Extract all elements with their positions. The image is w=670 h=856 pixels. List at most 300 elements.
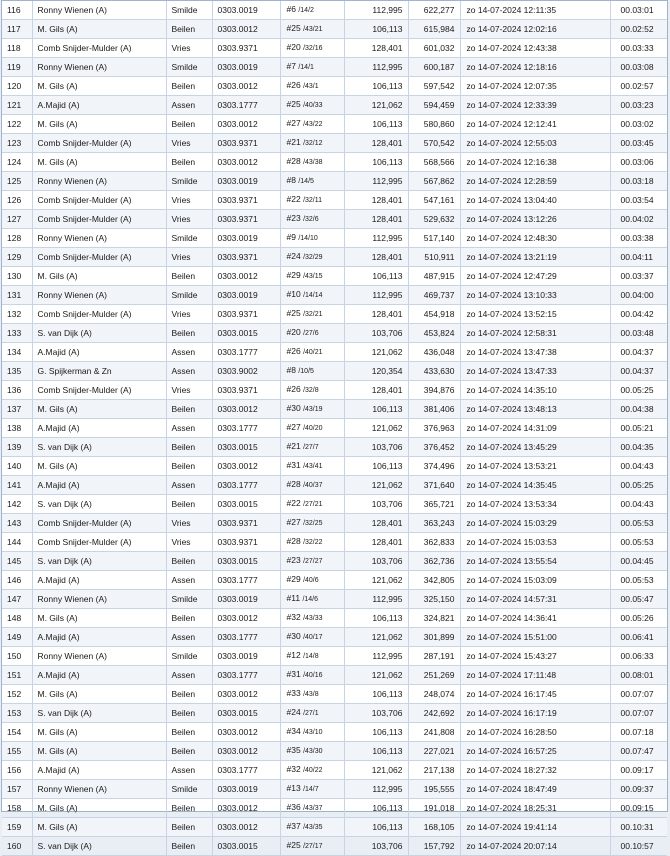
position-cell <box>280 115 344 134</box>
position-cell <box>280 20 344 39</box>
speed-cell: 287,191 <box>408 647 460 666</box>
table-row <box>2 533 667 552</box>
arrival-time-cell: zo 14-07-2024 12:43:38 <box>460 39 610 58</box>
position-cell <box>280 248 344 267</box>
speed-cell: 362,736 <box>408 552 460 571</box>
fancier-name-cell: M. Gils (A) <box>32 457 166 476</box>
position-cell <box>280 172 344 191</box>
position-cell <box>280 514 344 533</box>
table-row <box>2 837 667 856</box>
ring-number-cell: 0303.9371 <box>212 305 280 324</box>
time-difference-cell: 00.09:17 <box>610 761 667 780</box>
speed-cell: 394,876 <box>408 381 460 400</box>
table-row <box>2 799 667 818</box>
position-rank: #37 <box>286 821 301 831</box>
arrival-time-cell: zo 14-07-2024 14:31:09 <box>460 419 610 438</box>
ring-number-cell: 0303.0015 <box>212 704 280 723</box>
row-number-cell: 143 <box>2 514 32 533</box>
time-difference-cell: 00.03:33 <box>610 39 667 58</box>
arrival-time-cell: zo 14-07-2024 12:58:31 <box>460 324 610 343</box>
position-cell <box>280 96 344 115</box>
fancier-name-cell: A.Majid (A) <box>32 96 166 115</box>
time-difference-cell: 00.05:25 <box>610 381 667 400</box>
position-sub: /40/21 <box>303 349 323 356</box>
position-sub: /43/21 <box>303 26 323 33</box>
ring-number-cell: 0303.1777 <box>212 476 280 495</box>
position-rank: #10 <box>286 289 301 299</box>
time-difference-cell: 00.04:43 <box>610 457 667 476</box>
fancier-name-cell: Ronny Wienen (A) <box>32 172 166 191</box>
speed-cell: 242,692 <box>408 704 460 723</box>
table-row <box>2 495 667 514</box>
distance-cell: 121,062 <box>344 571 408 590</box>
place-cell: Beilen <box>166 704 212 723</box>
arrival-time-cell: zo 14-07-2024 12:11:35 <box>460 1 610 20</box>
ring-number-cell: 0303.0012 <box>212 799 280 818</box>
ring-number-cell: 0303.0015 <box>212 324 280 343</box>
ring-number-cell: 0303.0012 <box>212 609 280 628</box>
distance-cell: 103,706 <box>344 552 408 571</box>
position-cell <box>280 685 344 704</box>
position-cell <box>280 362 344 381</box>
position-sub: /40/33 <box>303 102 323 109</box>
ring-number-cell: 0303.9371 <box>212 533 280 552</box>
place-cell: Beilen <box>166 818 212 837</box>
ring-number-cell: 0303.9371 <box>212 134 280 153</box>
arrival-time-cell: zo 14-07-2024 12:16:38 <box>460 153 610 172</box>
position-cell <box>280 229 344 248</box>
time-difference-cell: 00.04:43 <box>610 495 667 514</box>
position-rank: #36 <box>286 802 301 812</box>
arrival-time-cell: zo 14-07-2024 15:03:09 <box>460 571 610 590</box>
place-cell: Smilde <box>166 286 212 305</box>
ring-number-cell: 0303.0012 <box>212 20 280 39</box>
ring-number-cell: 0303.0019 <box>212 647 280 666</box>
row-number-cell: 128 <box>2 229 32 248</box>
position-cell <box>280 723 344 742</box>
speed-cell: 454,918 <box>408 305 460 324</box>
row-number-cell: 124 <box>2 153 32 172</box>
table-row <box>2 742 667 761</box>
ring-number-cell: 0303.0012 <box>212 115 280 134</box>
place-cell: Vries <box>166 134 212 153</box>
speed-cell: 371,640 <box>408 476 460 495</box>
place-cell: Assen <box>166 571 212 590</box>
ring-number-cell: 0303.0012 <box>212 153 280 172</box>
fancier-name-cell: M. Gils (A) <box>32 609 166 628</box>
time-difference-cell: 00.10:57 <box>610 837 667 856</box>
speed-cell: 529,632 <box>408 210 460 229</box>
arrival-time-cell: zo 14-07-2024 13:53:21 <box>460 457 610 476</box>
position-sub: /32/12 <box>303 140 323 147</box>
fancier-name-cell: Comb Snijder-Mulder (A) <box>32 533 166 552</box>
position-sub: /43/19 <box>303 406 323 413</box>
ring-number-cell: 0303.0015 <box>212 495 280 514</box>
distance-cell: 128,401 <box>344 248 408 267</box>
time-difference-cell: 00.06:33 <box>610 647 667 666</box>
ring-number-cell: 0303.1777 <box>212 628 280 647</box>
position-cell <box>280 134 344 153</box>
row-number-cell: 144 <box>2 533 32 552</box>
table-row <box>2 514 667 533</box>
place-cell: Assen <box>166 476 212 495</box>
speed-cell: 487,915 <box>408 267 460 286</box>
speed-cell: 217,138 <box>408 761 460 780</box>
fancier-name-cell: Ronny Wienen (A) <box>32 58 166 77</box>
distance-cell: 128,401 <box>344 210 408 229</box>
place-cell: Beilen <box>166 153 212 172</box>
time-difference-cell: 00.04:00 <box>610 286 667 305</box>
fancier-name-cell: Comb Snijder-Mulder (A) <box>32 305 166 324</box>
position-sub: /43/10 <box>303 729 323 736</box>
fancier-name-cell: M. Gils (A) <box>32 267 166 286</box>
distance-cell: 106,113 <box>344 77 408 96</box>
ring-number-cell: 0303.0019 <box>212 590 280 609</box>
arrival-time-cell: zo 14-07-2024 18:27:32 <box>460 761 610 780</box>
fancier-name-cell: A.Majid (A) <box>32 761 166 780</box>
arrival-time-cell: zo 14-07-2024 13:47:38 <box>460 343 610 362</box>
ring-number-cell: 0303.9371 <box>212 39 280 58</box>
position-rank: #29 <box>286 574 301 584</box>
position-rank: #23 <box>286 555 301 565</box>
distance-cell: 121,062 <box>344 419 408 438</box>
results-table <box>2 1 667 856</box>
fancier-name-cell: S. van Dijk (A) <box>32 324 166 343</box>
position-sub: /43/8 <box>303 691 319 698</box>
row-number-cell: 121 <box>2 96 32 115</box>
position-rank: #26 <box>286 346 301 356</box>
fancier-name-cell: M. Gils (A) <box>32 742 166 761</box>
arrival-time-cell: zo 14-07-2024 13:45:29 <box>460 438 610 457</box>
place-cell: Beilen <box>166 609 212 628</box>
ring-number-cell: 0303.0012 <box>212 818 280 837</box>
table-row <box>2 58 667 77</box>
position-rank: #21 <box>286 137 301 147</box>
place-cell: Beilen <box>166 115 212 134</box>
row-number-cell: 145 <box>2 552 32 571</box>
arrival-time-cell: zo 14-07-2024 17:11:48 <box>460 666 610 685</box>
ring-number-cell: 0303.0012 <box>212 685 280 704</box>
arrival-time-cell: zo 14-07-2024 14:35:10 <box>460 381 610 400</box>
table-row <box>2 780 667 799</box>
arrival-time-cell: zo 14-07-2024 12:18:16 <box>460 58 610 77</box>
row-number-cell: 129 <box>2 248 32 267</box>
position-rank: #28 <box>286 479 301 489</box>
position-sub: /40/37 <box>303 482 323 489</box>
distance-cell: 106,113 <box>344 685 408 704</box>
position-cell <box>280 324 344 343</box>
fancier-name-cell: A.Majid (A) <box>32 571 166 590</box>
place-cell: Beilen <box>166 552 212 571</box>
place-cell: Vries <box>166 305 212 324</box>
fancier-name-cell: A.Majid (A) <box>32 666 166 685</box>
distance-cell: 128,401 <box>344 514 408 533</box>
row-number-cell: 149 <box>2 628 32 647</box>
position-cell <box>280 628 344 647</box>
place-cell: Smilde <box>166 172 212 191</box>
position-cell <box>280 552 344 571</box>
ring-number-cell: 0303.1777 <box>212 571 280 590</box>
speed-cell: 580,860 <box>408 115 460 134</box>
time-difference-cell: 00.04:37 <box>610 343 667 362</box>
distance-cell: 121,062 <box>344 761 408 780</box>
distance-cell: 106,113 <box>344 799 408 818</box>
row-number-cell: 137 <box>2 400 32 419</box>
time-difference-cell: 00.03:01 <box>610 1 667 20</box>
speed-cell: 433,630 <box>408 362 460 381</box>
speed-cell: 601,032 <box>408 39 460 58</box>
row-number-cell: 133 <box>2 324 32 343</box>
fancier-name-cell: Comb Snijder-Mulder (A) <box>32 39 166 58</box>
arrival-time-cell: zo 14-07-2024 12:12:41 <box>460 115 610 134</box>
table-row <box>2 324 667 343</box>
time-difference-cell: 00.04:35 <box>610 438 667 457</box>
distance-cell: 112,995 <box>344 229 408 248</box>
fancier-name-cell: A.Majid (A) <box>32 343 166 362</box>
place-cell: Assen <box>166 96 212 115</box>
row-number-cell: 134 <box>2 343 32 362</box>
arrival-time-cell: zo 14-07-2024 13:21:19 <box>460 248 610 267</box>
place-cell: Assen <box>166 419 212 438</box>
arrival-time-cell: zo 14-07-2024 13:04:40 <box>460 191 610 210</box>
place-cell: Beilen <box>166 400 212 419</box>
position-sub: /27/17 <box>303 843 323 850</box>
position-rank: #26 <box>286 80 301 90</box>
time-difference-cell: 00.04:02 <box>610 210 667 229</box>
place-cell: Beilen <box>166 742 212 761</box>
speed-cell: 301,899 <box>408 628 460 647</box>
fancier-name-cell: Ronny Wienen (A) <box>32 229 166 248</box>
table-row <box>2 267 667 286</box>
table-row <box>2 818 667 837</box>
position-cell <box>280 191 344 210</box>
table-row <box>2 381 667 400</box>
position-cell <box>280 381 344 400</box>
speed-cell: 547,161 <box>408 191 460 210</box>
place-cell: Vries <box>166 248 212 267</box>
time-difference-cell: 00.09:37 <box>610 780 667 799</box>
position-sub: /43/30 <box>303 748 323 755</box>
place-cell: Beilen <box>166 324 212 343</box>
row-number-cell: 130 <box>2 267 32 286</box>
time-difference-cell: 00.05:53 <box>610 533 667 552</box>
ring-number-cell: 0303.1777 <box>212 761 280 780</box>
speed-cell: 594,459 <box>408 96 460 115</box>
row-number-cell: 141 <box>2 476 32 495</box>
speed-cell: 362,833 <box>408 533 460 552</box>
position-sub: /40/16 <box>303 672 323 679</box>
position-rank: #25 <box>286 308 301 318</box>
table-row <box>2 552 667 571</box>
position-cell <box>280 704 344 723</box>
place-cell: Assen <box>166 362 212 381</box>
fancier-name-cell: A.Majid (A) <box>32 628 166 647</box>
distance-cell: 103,706 <box>344 495 408 514</box>
speed-cell: 195,555 <box>408 780 460 799</box>
time-difference-cell: 00.05:21 <box>610 419 667 438</box>
speed-cell: 191,018 <box>408 799 460 818</box>
time-difference-cell: 00.03:37 <box>610 267 667 286</box>
fancier-name-cell: Comb Snijder-Mulder (A) <box>32 381 166 400</box>
time-difference-cell: 00.04:38 <box>610 400 667 419</box>
speed-cell: 248,074 <box>408 685 460 704</box>
time-difference-cell: 00.03:48 <box>610 324 667 343</box>
ring-number-cell: 0303.0019 <box>212 229 280 248</box>
speed-cell: 453,824 <box>408 324 460 343</box>
place-cell: Vries <box>166 514 212 533</box>
time-difference-cell: 00.05:25 <box>610 476 667 495</box>
distance-cell: 128,401 <box>344 305 408 324</box>
position-sub: /14/5 <box>298 178 314 185</box>
row-number-cell: 155 <box>2 742 32 761</box>
fancier-name-cell: M. Gils (A) <box>32 115 166 134</box>
position-rank: #28 <box>286 156 301 166</box>
position-sub: /43/1 <box>303 83 319 90</box>
position-sub: /43/35 <box>303 824 323 831</box>
distance-cell: 106,113 <box>344 818 408 837</box>
time-difference-cell: 00.03:45 <box>610 134 667 153</box>
distance-cell: 106,113 <box>344 267 408 286</box>
row-number-cell: 146 <box>2 571 32 590</box>
arrival-time-cell: zo 14-07-2024 13:55:54 <box>460 552 610 571</box>
distance-cell: 120,354 <box>344 362 408 381</box>
fancier-name-cell: S. van Dijk (A) <box>32 552 166 571</box>
position-rank: #21 <box>286 441 301 451</box>
row-number-cell: 138 <box>2 419 32 438</box>
fancier-name-cell: S. van Dijk (A) <box>32 704 166 723</box>
time-difference-cell: 00.03:23 <box>610 96 667 115</box>
fancier-name-cell: A.Majid (A) <box>32 419 166 438</box>
arrival-time-cell: zo 14-07-2024 16:17:19 <box>460 704 610 723</box>
table-row <box>2 343 667 362</box>
ring-number-cell: 0303.0015 <box>212 837 280 856</box>
place-cell: Smilde <box>166 58 212 77</box>
fancier-name-cell: Comb Snijder-Mulder (A) <box>32 248 166 267</box>
results-panel <box>1 0 668 851</box>
fancier-name-cell: Ronny Wienen (A) <box>32 1 166 20</box>
position-rank: #8 <box>286 365 296 375</box>
row-number-cell: 118 <box>2 39 32 58</box>
position-sub: /32/21 <box>303 311 323 318</box>
speed-cell: 168,105 <box>408 818 460 837</box>
arrival-time-cell: zo 14-07-2024 13:10:33 <box>460 286 610 305</box>
position-rank: #23 <box>286 213 301 223</box>
table-row <box>2 704 667 723</box>
position-rank: #30 <box>286 403 301 413</box>
ring-number-cell: 0303.9371 <box>212 381 280 400</box>
table-row <box>2 115 667 134</box>
time-difference-cell: 00.02:57 <box>610 77 667 96</box>
position-cell <box>280 761 344 780</box>
position-sub: /32/16 <box>303 45 323 52</box>
place-cell: Smilde <box>166 1 212 20</box>
row-number-cell: 136 <box>2 381 32 400</box>
speed-cell: 241,808 <box>408 723 460 742</box>
fancier-name-cell: M. Gils (A) <box>32 818 166 837</box>
position-rank: #20 <box>286 42 301 52</box>
position-sub: /32/22 <box>303 539 323 546</box>
table-row <box>2 571 667 590</box>
speed-cell: 251,269 <box>408 666 460 685</box>
position-cell <box>280 533 344 552</box>
distance-cell: 121,062 <box>344 476 408 495</box>
row-number-cell: 135 <box>2 362 32 381</box>
table-row <box>2 723 667 742</box>
position-rank: #20 <box>286 327 301 337</box>
distance-cell: 106,113 <box>344 723 408 742</box>
speed-cell: 374,496 <box>408 457 460 476</box>
table-row <box>2 685 667 704</box>
place-cell: Vries <box>166 191 212 210</box>
place-cell: Assen <box>166 666 212 685</box>
position-sub: /27/1 <box>303 710 319 717</box>
place-cell: Beilen <box>166 267 212 286</box>
table-row <box>2 77 667 96</box>
row-number-cell: 156 <box>2 761 32 780</box>
arrival-time-cell: zo 14-07-2024 15:03:29 <box>460 514 610 533</box>
distance-cell: 112,995 <box>344 590 408 609</box>
position-sub: /32/29 <box>303 254 323 261</box>
position-rank: #7 <box>286 61 296 71</box>
row-number-cell: 157 <box>2 780 32 799</box>
position-rank: #27 <box>286 422 301 432</box>
speed-cell: 510,911 <box>408 248 460 267</box>
place-cell: Vries <box>166 381 212 400</box>
position-rank: #9 <box>286 232 296 242</box>
position-cell <box>280 210 344 229</box>
arrival-time-cell: zo 14-07-2024 16:28:50 <box>460 723 610 742</box>
position-sub: /14/2 <box>298 7 314 14</box>
place-cell: Beilen <box>166 20 212 39</box>
place-cell: Smilde <box>166 647 212 666</box>
row-number-cell: 140 <box>2 457 32 476</box>
position-rank: #6 <box>286 4 296 14</box>
row-number-cell: 117 <box>2 20 32 39</box>
position-rank: #13 <box>286 783 301 793</box>
speed-cell: 469,737 <box>408 286 460 305</box>
place-cell: Beilen <box>166 495 212 514</box>
ring-number-cell: 0303.0019 <box>212 780 280 799</box>
position-rank: #29 <box>286 270 301 280</box>
fancier-name-cell: Comb Snijder-Mulder (A) <box>32 191 166 210</box>
arrival-time-cell: zo 14-07-2024 12:48:30 <box>460 229 610 248</box>
time-difference-cell: 00.05:47 <box>610 590 667 609</box>
fancier-name-cell: M. Gils (A) <box>32 723 166 742</box>
speed-cell: 600,187 <box>408 58 460 77</box>
ring-number-cell: 0303.0012 <box>212 742 280 761</box>
ring-number-cell: 0303.0015 <box>212 438 280 457</box>
results-table-body <box>2 1 667 856</box>
speed-cell: 227,021 <box>408 742 460 761</box>
position-rank: #30 <box>286 631 301 641</box>
distance-cell: 112,995 <box>344 172 408 191</box>
speed-cell: 157,792 <box>408 837 460 856</box>
distance-cell: 106,113 <box>344 609 408 628</box>
arrival-time-cell: zo 14-07-2024 18:47:49 <box>460 780 610 799</box>
position-sub: /43/15 <box>303 273 323 280</box>
position-cell <box>280 818 344 837</box>
place-cell: Smilde <box>166 229 212 248</box>
ring-number-cell: 0303.1777 <box>212 419 280 438</box>
position-rank: #31 <box>286 460 301 470</box>
place-cell: Assen <box>166 628 212 647</box>
speed-cell: 597,542 <box>408 77 460 96</box>
ring-number-cell: 0303.0012 <box>212 400 280 419</box>
place-cell: Vries <box>166 533 212 552</box>
ring-number-cell: 0303.0012 <box>212 457 280 476</box>
arrival-time-cell: zo 14-07-2024 13:47:33 <box>460 362 610 381</box>
arrival-time-cell: zo 14-07-2024 16:57:25 <box>460 742 610 761</box>
